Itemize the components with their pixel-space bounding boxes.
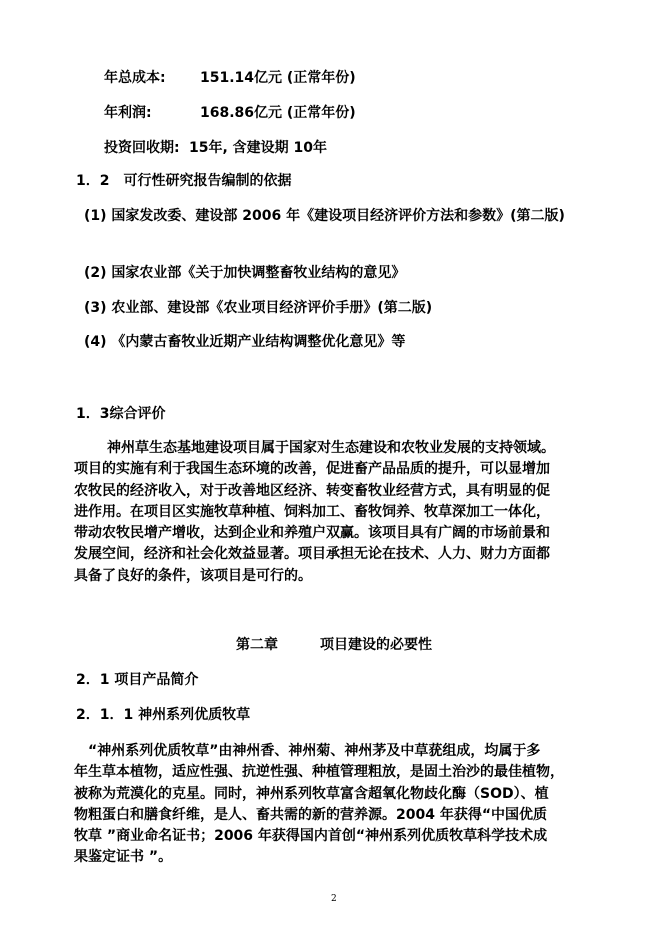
paragraph-line: 带动农牧民增产增收，达到企业和养殖户双赢。该项目具有广阔的市场前景和 — [74, 525, 550, 542]
paragraph-line: 年生草本植物，适应性强、抗逆性强、种植管理粗放，是固土治沙的最佳植物， — [74, 764, 564, 781]
annual-profit-value: 168.86亿元 (正常年份) — [200, 105, 356, 121]
basis-item-3: (3) 农业部、建设部《农业项目经济评价手册》(第二版) — [84, 300, 433, 316]
payback-label: 投资回收期: — [104, 140, 180, 156]
product-intro-paragraph — [74, 741, 614, 869]
paragraph-line: 神州草生态基地建设项目属于国家对生态建设和农牧业发展的支持领域。 — [107, 440, 555, 456]
paragraph-line: “神州系列优质牧草”由神州香、神州菊、神州茅及中草莸组成，均属于多 — [88, 743, 541, 759]
paragraph-line: 项目的实施有利于我国生态环境的改善，促进畜产品品质的提升，可以显增加 — [74, 461, 550, 478]
annual-profit-label: 年利润: — [104, 105, 152, 121]
payback-value: 15年, 含建设期 10年 — [189, 140, 328, 156]
section-2-1-heading: 2．1 项目产品简介 — [76, 672, 199, 688]
paragraph-line: 物粗蛋白和膳食纤维，是人、畜共需的新的营养源。2004 年获得“中国优质 — [74, 806, 548, 823]
paragraph-line: 农牧民的经济收入，对于改善地区经济、转变畜牧业经营方式，具有明显的促 — [74, 482, 550, 499]
basis-item-2: (2) 国家农业部《关于加快调整畜牧业结构的意见》 — [84, 265, 406, 281]
paragraph-line: 进作用。在项目区实施牧草种植、饲料加工、畜牧饲养、牧草深加工一体化， — [74, 503, 550, 520]
chapter-number: 第二章 — [236, 637, 278, 653]
paragraph-line: 具备了良好的条件，该项目是可行的。 — [74, 567, 312, 584]
section-2-1-1-heading: 2．1．1 神州系列优质牧草 — [76, 707, 251, 723]
total-cost-value: 151.14亿元 (正常年份) — [200, 70, 356, 86]
paragraph-line: 果鉴定证书 ”。 — [74, 849, 173, 866]
chapter-title: 项目建设的必要性 — [320, 637, 432, 653]
paragraph-line: 被称为荒漠化的克星。同时，神州系列牧草富含超氧化物歧化酶（SOD）、植 — [74, 785, 549, 802]
basis-item-4: (4) 《内蒙古畜牧业近期产业结构调整优化意见》等 — [84, 334, 406, 350]
section-1-2-heading: 1．2 可行性研究报告编制的依据 — [76, 173, 292, 189]
page-number: 2 — [331, 894, 337, 904]
section-1-3-heading: 1．3综合评价 — [76, 406, 166, 422]
total-cost-label: 年总成本: — [104, 70, 166, 86]
paragraph-line: 发展空间，经济和社会化效益显著。项目承担无论在技术、人力、财力方面都 — [74, 546, 550, 563]
comprehensive-evaluation-paragraph — [74, 438, 614, 587]
basis-item-1: (1) 国家发改委、建设部 2006 年《建设项目经济评价方法和参数》(第二版) — [84, 208, 565, 224]
paragraph-line: 牧草 ”商业命名证书；2006 年获得国内首创“神州系列优质牧草科学技术成 — [74, 828, 548, 845]
